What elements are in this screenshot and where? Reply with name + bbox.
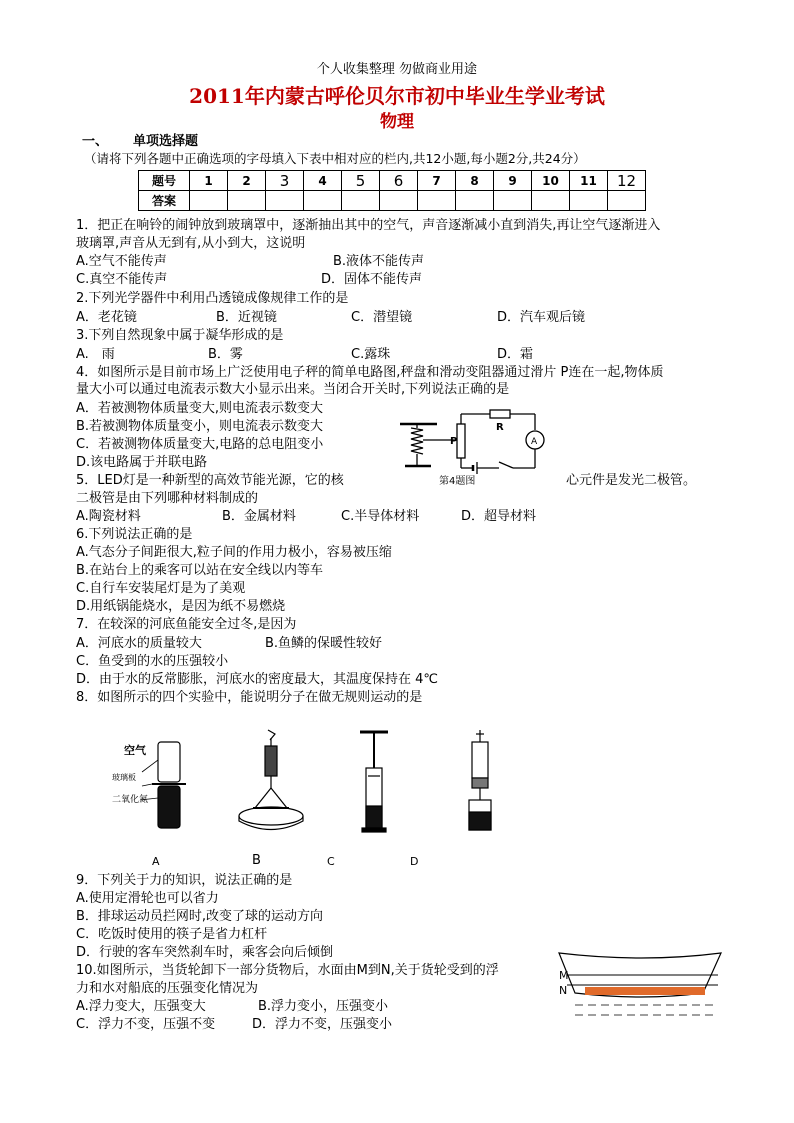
answer-cell[interactable] [532,191,570,211]
answer-cell[interactable] [380,191,418,211]
q10-stem-line2: 力和水对船底的压强变化情况为 [76,981,259,996]
question-number-cell: 8 [456,171,494,191]
q2-option-a: A．老花镜 [76,310,137,325]
exam-subject: 物理 [380,112,414,132]
question-number-cell: 10 [532,171,570,191]
q5-option-d: D．超导材料 [461,509,537,524]
q5-option-a: A.陶瓷材料 [76,509,141,524]
answer-table-row [139,171,646,191]
q4-stem-line1: 4．如图所示是目前市场上广泛使用电子秤的简单电路图,秤盘和滑动变阻器通过滑片 P连在一起,物体质 [76,365,664,380]
answer-cell[interactable] [494,191,532,211]
q7-option-a: A．河底水的质量较大 [76,636,202,651]
q7-stem: 7．在较深的河底鱼能安全过冬,是因为 [76,617,297,632]
q6-option-a: A.气态分子间距很大,粒子间的作用力极小，容易被压缩 [76,545,392,560]
table-header-cell: 题号 [139,171,190,191]
q8-label-b: B [252,853,261,868]
q2-stem: 2.下列光学器件中利用凸透镜成像规律工作的是 [76,291,349,306]
q7-option-c: C．鱼受到的水的压强较小 [76,654,229,669]
q8-label-no2: 二氧化氮 [112,795,149,805]
q4-option-b: B.若被测物体质量变小，则电流表示数变大 [76,419,324,434]
q9-option-a: A.使用定滑轮也可以省力 [76,891,219,906]
q10-ship-figure [553,945,728,1025]
q10-option-b: B.浮力变小，压强变小 [258,999,389,1014]
q8-label-a: A [152,855,160,868]
q2-option-d: D．汽车观后镜 [497,310,586,325]
question-number-cell: 5 [342,171,380,191]
answer-cell[interactable] [228,191,266,211]
q9-stem: 9．下列关于力的知识，说法正确的是 [76,873,293,888]
header-note: 个人收集整理 勿做商业用途 [316,62,478,77]
question-number-cell: 2 [228,171,266,191]
q4-option-a: A．若被测物体质量变大,则电流表示数变大 [76,401,324,416]
question-number-cell: 6 [380,171,418,191]
q10-option-d: D．浮力不变，压强变小 [252,1017,393,1032]
q10-label-m: M [559,969,569,982]
q4-label-p: P [450,436,458,447]
q1-option-d: D．固体不能传声 [321,272,423,287]
q1-stem-line1: 1．把正在响铃的闹钟放到玻璃罩中，逐渐抽出其中的空气，声音逐渐减小直到消失,再让空气逐渐进入 [76,218,661,233]
q7-option-b: B.鱼鳞的保暖性较好 [265,636,383,651]
answer-table-row [139,191,646,211]
answer-cell[interactable] [342,191,380,211]
q1-option-a: A.空气不能传声 [76,254,167,269]
section-instruction: （请将下列各题中正确选项的字母填入下表中相对应的栏内,共12小题,每小题2分,共24分） [84,151,586,166]
question-number-cell: 4 [304,171,342,191]
q4-label-a: A [531,437,538,447]
q5-stem-line1b: 心元件是发光二极管。 [566,473,697,488]
q4-figure-caption: 第4题图 [439,476,476,486]
q5-stem-line2: 二极管是由下列哪种材料制成的 [76,491,259,506]
q4-option-d: D.该电路属于并联电路 [76,455,208,470]
q5-option-c: C.半导体材料 [341,509,420,524]
q4-circuit-figure [395,406,555,486]
q8-label-c: C [327,855,335,868]
answer-cell[interactable] [304,191,342,211]
question-number-cell: 9 [494,171,532,191]
answer-table [138,170,646,211]
answer-cell[interactable] [418,191,456,211]
question-number-cell: 1 [190,171,228,191]
q3-option-b: B．雾 [208,347,243,362]
q8-label-d: D [410,855,419,868]
q9-option-c: C．吃饭时使用的筷子是省力杠杆 [76,927,268,942]
q4-stem-line2: 量大小可以通过电流表示数大小显示出来。当闭合开关时,下列说法正确的是 [76,382,510,397]
q3-option-a: A. 雨 [76,347,115,362]
answer-cell[interactable] [570,191,608,211]
q7-option-d: D．由于水的反常膨胀，河底水的密度最大，其温度保持在 4℃ [76,672,439,687]
q2-option-b: B．近视镜 [216,310,277,325]
q3-option-c: C.露珠 [351,347,391,362]
q10-option-c: C．浮力不变，压强不变 [76,1017,216,1032]
q9-option-d: D．行驶的客车突然刹车时，乘客会向后倾倒 [76,945,334,960]
answer-cell[interactable] [190,191,228,211]
q10-stem-line1: 10.如图所示，当货轮卸下一部分货物后，水面由M到N,关于货轮受到的浮 [76,963,499,978]
q6-option-d: D.用纸锅能烧水，是因为纸不易燃烧 [76,599,286,614]
q5-option-b: B．金属材料 [222,509,296,524]
q6-stem: 6.下列说法正确的是 [76,527,193,542]
exam-title: 2011年内蒙古呼伦贝尔市初中毕业生学业考试 [189,84,605,108]
q8-label-glass: 玻璃板 [112,773,136,782]
section-number: 一、 [82,134,109,149]
q10-label-n: N [559,984,568,997]
q6-option-c: C.自行车安装尾灯是为了美观 [76,581,246,596]
q1-option-b: B.液体不能传声 [333,254,425,269]
q6-option-b: B.在站台上的乘客可以站在安全线以内等车 [76,563,324,578]
question-number-cell: 11 [570,171,608,191]
q8-figure-c [350,728,400,838]
q5-stem-line1a: 5．LED灯是一种新型的高效节能光源，它的核 [76,473,344,488]
q1-option-c: C.真空不能传声 [76,272,168,287]
section-name: 单项选择题 [133,134,199,149]
q8-figure-a [110,740,200,835]
q9-option-b: B．排球运动员拦网时,改变了球的运动方向 [76,909,324,924]
q8-stem: 8．如图所示的四个实验中，能说明分子在做无规则运动的是 [76,690,423,705]
question-number-cell: 3 [266,171,304,191]
q3-stem: 3.下列自然现象中属于凝华形成的是 [76,328,284,343]
q8-label-air: 空气 [124,744,146,757]
answer-cell[interactable] [266,191,304,211]
question-number-cell: 12 [608,171,646,191]
q3-option-d: D．霜 [497,347,534,362]
q1-stem-line2: 玻璃罩,声音从无到有,从小到大，这说明 [76,236,306,251]
q10-option-a: A.浮力变大，压强变大 [76,999,206,1014]
q2-option-c: C．潜望镜 [351,310,413,325]
answer-cell[interactable] [608,191,646,211]
answer-cell[interactable] [456,191,494,211]
q4-option-c: C．若被测物体质量变大,电路的总电阻变小 [76,437,324,452]
q8-figure-d [455,728,505,838]
table-header-cell: 答案 [139,191,190,211]
q8-figure-b [235,728,310,838]
q4-label-r: R [496,422,504,433]
question-number-cell: 7 [418,171,456,191]
